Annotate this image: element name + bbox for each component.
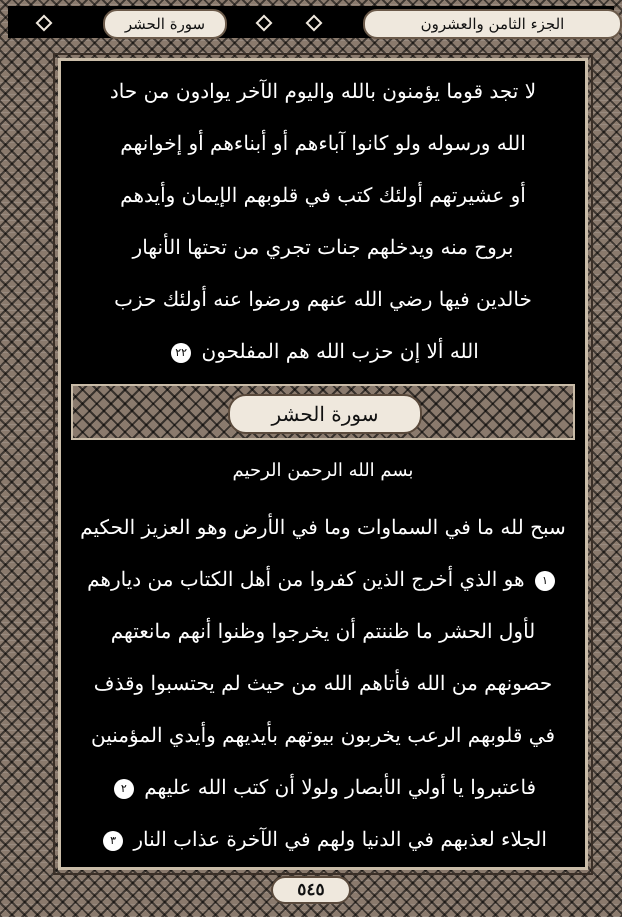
verse-text: هو الذي أخرج الذين كفروا من أهل الكتاب من ديارهم xyxy=(87,567,525,591)
text-line xyxy=(61,759,585,815)
verse-number-marker: ٣ xyxy=(103,831,123,851)
text-line: أو عشيرتهم أولئك كتب في قلوبهم الإيمان وأيدهم xyxy=(120,183,526,207)
verse-text: الله ألا إن حزب الله هم المفلحون xyxy=(201,339,479,363)
surah-title-band xyxy=(71,384,575,440)
text-line: في قلوبهم الرعب يخربون بيوتهم بأيديهم وأيدي المؤمنين xyxy=(90,723,556,747)
text-line: سبح لله ما في السماوات وما في الأرض وهو العزيز الحكيم xyxy=(80,515,566,539)
text-line xyxy=(61,811,585,867)
page-number: ٥٤٥ xyxy=(271,876,351,904)
text-line: بروح منه ويدخلهم جنات تجري من تحتها الأنهار xyxy=(132,235,514,259)
verse-text: فاعتبروا يا أولي الأبصار ولولا أن كتب الله عليهم xyxy=(144,775,537,799)
quran-text-panel xyxy=(58,58,588,870)
page-header xyxy=(8,6,614,38)
text-line: حصونهم من الله فأتاهم الله من حيث لم يحتسبوا وقذف xyxy=(93,671,553,695)
basmala: بسم الله الرحمن الرحيم xyxy=(232,460,414,481)
text-line xyxy=(61,323,585,379)
verse-text: الجلاء لعذبهم في الدنيا ولهم في الآخرة عذاب النار xyxy=(133,827,547,851)
ornament-icon xyxy=(256,15,273,32)
ornament-icon xyxy=(36,15,53,32)
ornament-icon xyxy=(306,15,323,32)
text-line xyxy=(61,551,585,607)
surah-header-label: سورة الحشر xyxy=(103,9,227,39)
text-line: خالدين فيها رضي الله عنهم ورضوا عنه أولئك حزب xyxy=(114,287,532,311)
juz-label: الجزء الثامن والعشرون xyxy=(363,9,622,39)
surah-title: سورة الحشر xyxy=(228,394,422,434)
verse-number-marker: ٢ xyxy=(114,779,134,799)
text-line: لا تجد قوما يؤمنون بالله واليوم الآخر يوادون من حاد xyxy=(109,79,537,103)
text-line: لأول الحشر ما ظننتم أن يخرجوا وظنوا أنهم مانعتهم xyxy=(110,619,536,643)
text-line: الله ورسوله ولو كانوا آباءهم أو أبناءهم أو إخوانهم xyxy=(120,131,526,155)
verse-number-marker: ١ xyxy=(535,571,555,591)
verse-number-marker: ٢٢ xyxy=(171,343,191,363)
